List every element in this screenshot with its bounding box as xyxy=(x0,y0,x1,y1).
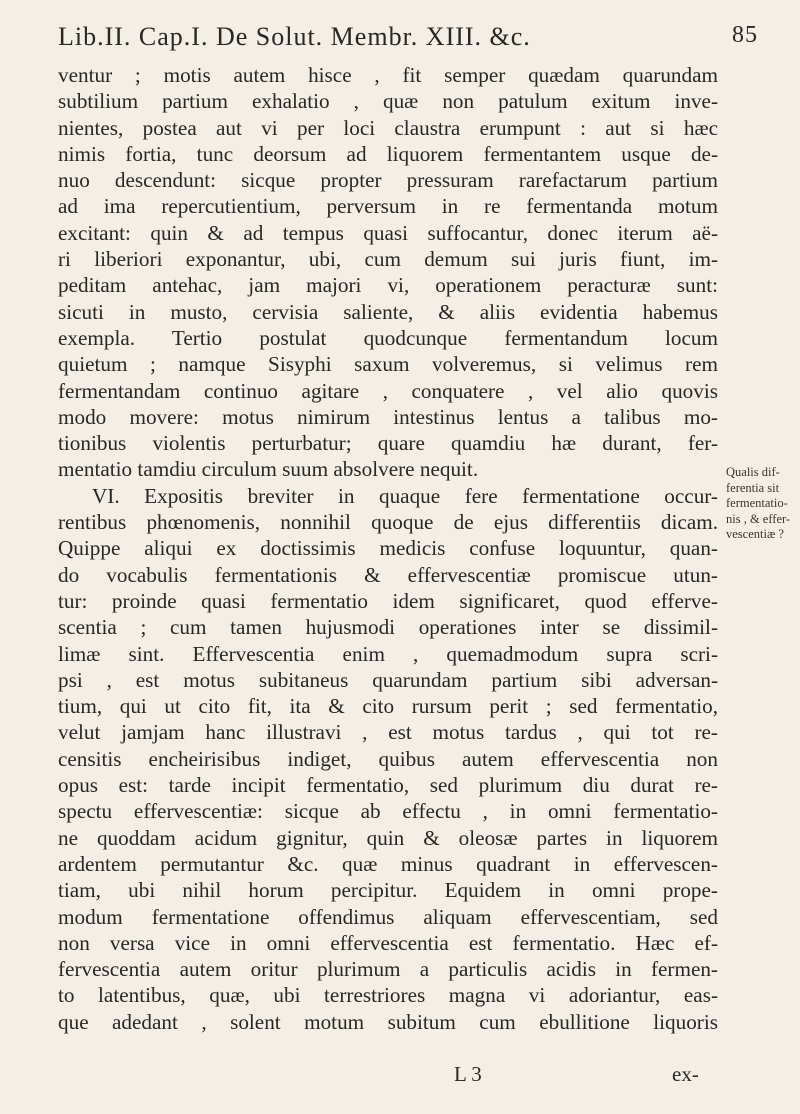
text-line: fervescentia autem oritur plurimum a particulis acidis in fermen- xyxy=(58,957,718,982)
text-line: tium, qui ut cito fit, ita & cito rursum perit ; sed fermentatio, xyxy=(58,694,718,719)
main-text xyxy=(58,62,718,1035)
margin-note-line: nis , & effer- xyxy=(726,511,791,526)
text-line: nientes, postea aut vi per loci claustra erumpunt : aut si hæc xyxy=(58,115,718,140)
margin-note-line: vescentiæ ? xyxy=(726,527,784,541)
text-line: Quippe aliqui ex doctissimis medicis confuse loquuntur, quan- xyxy=(58,536,718,561)
text-line: VI. Expositis breviter in quaque fere fermentatione occur- xyxy=(92,483,718,508)
text-line: mentatio tamdiu circulum suum absolvere nequit. xyxy=(58,457,479,482)
margin-note-line: ferentia sit xyxy=(726,480,780,495)
text-line: non versa vice in omni effervescentia est fermentatio. Hæc ef- xyxy=(58,930,718,955)
text-line: subtilium partium exhalatio , quæ non patulum exitum inve- xyxy=(58,89,718,114)
text-line: ardentem permutantur &c. quæ minus quadrant in effervescen- xyxy=(58,851,718,876)
text-line: ventur ; motis autem hisce , fit semper quædam quarundam xyxy=(58,63,718,87)
text-line: velut jamjam hanc illustravi , est motus tardus , qui tot re- xyxy=(58,720,718,745)
text-line: tionibus violentis perturbatur; quare quamdiu hæ durant, fer- xyxy=(58,431,718,456)
text-line: limæ sint. Effervescentia enim , quemadmodum supra scri- xyxy=(58,641,718,666)
running-title: Lib.II. Cap.I. De Solut. Membr. XIII. &c. xyxy=(58,22,531,51)
text-line: nimis fortia, tunc deorsum ad liquorem fermentantem usque de- xyxy=(58,141,718,166)
signature-mark: L 3 xyxy=(454,1062,482,1086)
margin-note-line: Qualis dif- xyxy=(726,465,780,479)
margin-note-line: fermentatio- xyxy=(726,496,788,510)
text-line: scentia ; cum tamen hujusmodi operationes inter se dissimil- xyxy=(58,615,718,640)
text-line: ne quoddam acidum gignitur, quin & oleosæ partes in liquorem xyxy=(58,825,718,850)
text-line: do vocabulis fermentationis & effervescentiæ promiscue utun- xyxy=(58,562,718,587)
text-line: peditam antehac, jam majori vi, operationem peracturæ sunt: xyxy=(58,273,718,298)
text-line: ri liberiori exponantur, ubi, cum demum sui juris fiunt, im- xyxy=(58,247,718,272)
text-line: ad ima repercutientium, perversum in re fermentanda motum xyxy=(58,194,718,219)
page-footer xyxy=(0,1062,800,1092)
catchword: ex- xyxy=(672,1062,699,1086)
text-line: excitant: quin & ad tempus quasi suffocantur, donec iterum aë- xyxy=(58,220,718,245)
text-line: censitis encheirisibus indiget, quibus autem effervescentia non xyxy=(58,746,718,771)
text-line: sicuti in musto, cervisia saliente, & aliis evidentia habemus xyxy=(58,299,718,324)
text-line: to latentibus, quæ, ubi terrestriores magna vi adoriantur, eas- xyxy=(58,983,718,1008)
text-line: quietum ; namque Sisyphi saxum volveremus, si velimus rem xyxy=(58,352,718,377)
marginal-note xyxy=(726,465,798,543)
page-number: 85 xyxy=(732,22,758,48)
text-line: exempla. Tertio postulat quodcunque fermentandum locum xyxy=(58,325,718,350)
running-header xyxy=(58,22,758,52)
text-line: que adedant , solent motum subitum cum ebullitione liquoris xyxy=(58,1009,718,1034)
text-line: spectu effervescentiæ: sicque ab effectu , in omni fermentatio- xyxy=(58,799,718,824)
text-line: rentibus phœnomenis, nonnihil quoque de ejus differentiis dicam. xyxy=(58,510,718,535)
text-line: psi , est motus subitaneus quarundam partium sibi adversan- xyxy=(58,667,718,692)
text-line: tiam, ubi nihil horum percipitur. Equidem in omni prope- xyxy=(58,878,718,903)
text-line: tur: proinde quasi fermentatio idem significaret, quod efferve- xyxy=(58,588,718,613)
text-line: modum fermentatione offendimus aliquam effervescentiam, sed xyxy=(58,904,718,929)
text-line: modo movere: motus nimirum intestinus lentus a talibus mo- xyxy=(58,404,718,429)
text-line: fermentandam continuo agitare , conquatere , vel alio quovis xyxy=(58,378,718,403)
text-line: nuo descendunt: sicque propter pressuram rarefactarum partium xyxy=(58,168,718,193)
text-line: opus est: tarde incipit fermentatio, sed plurimum diu durat re- xyxy=(58,773,718,798)
